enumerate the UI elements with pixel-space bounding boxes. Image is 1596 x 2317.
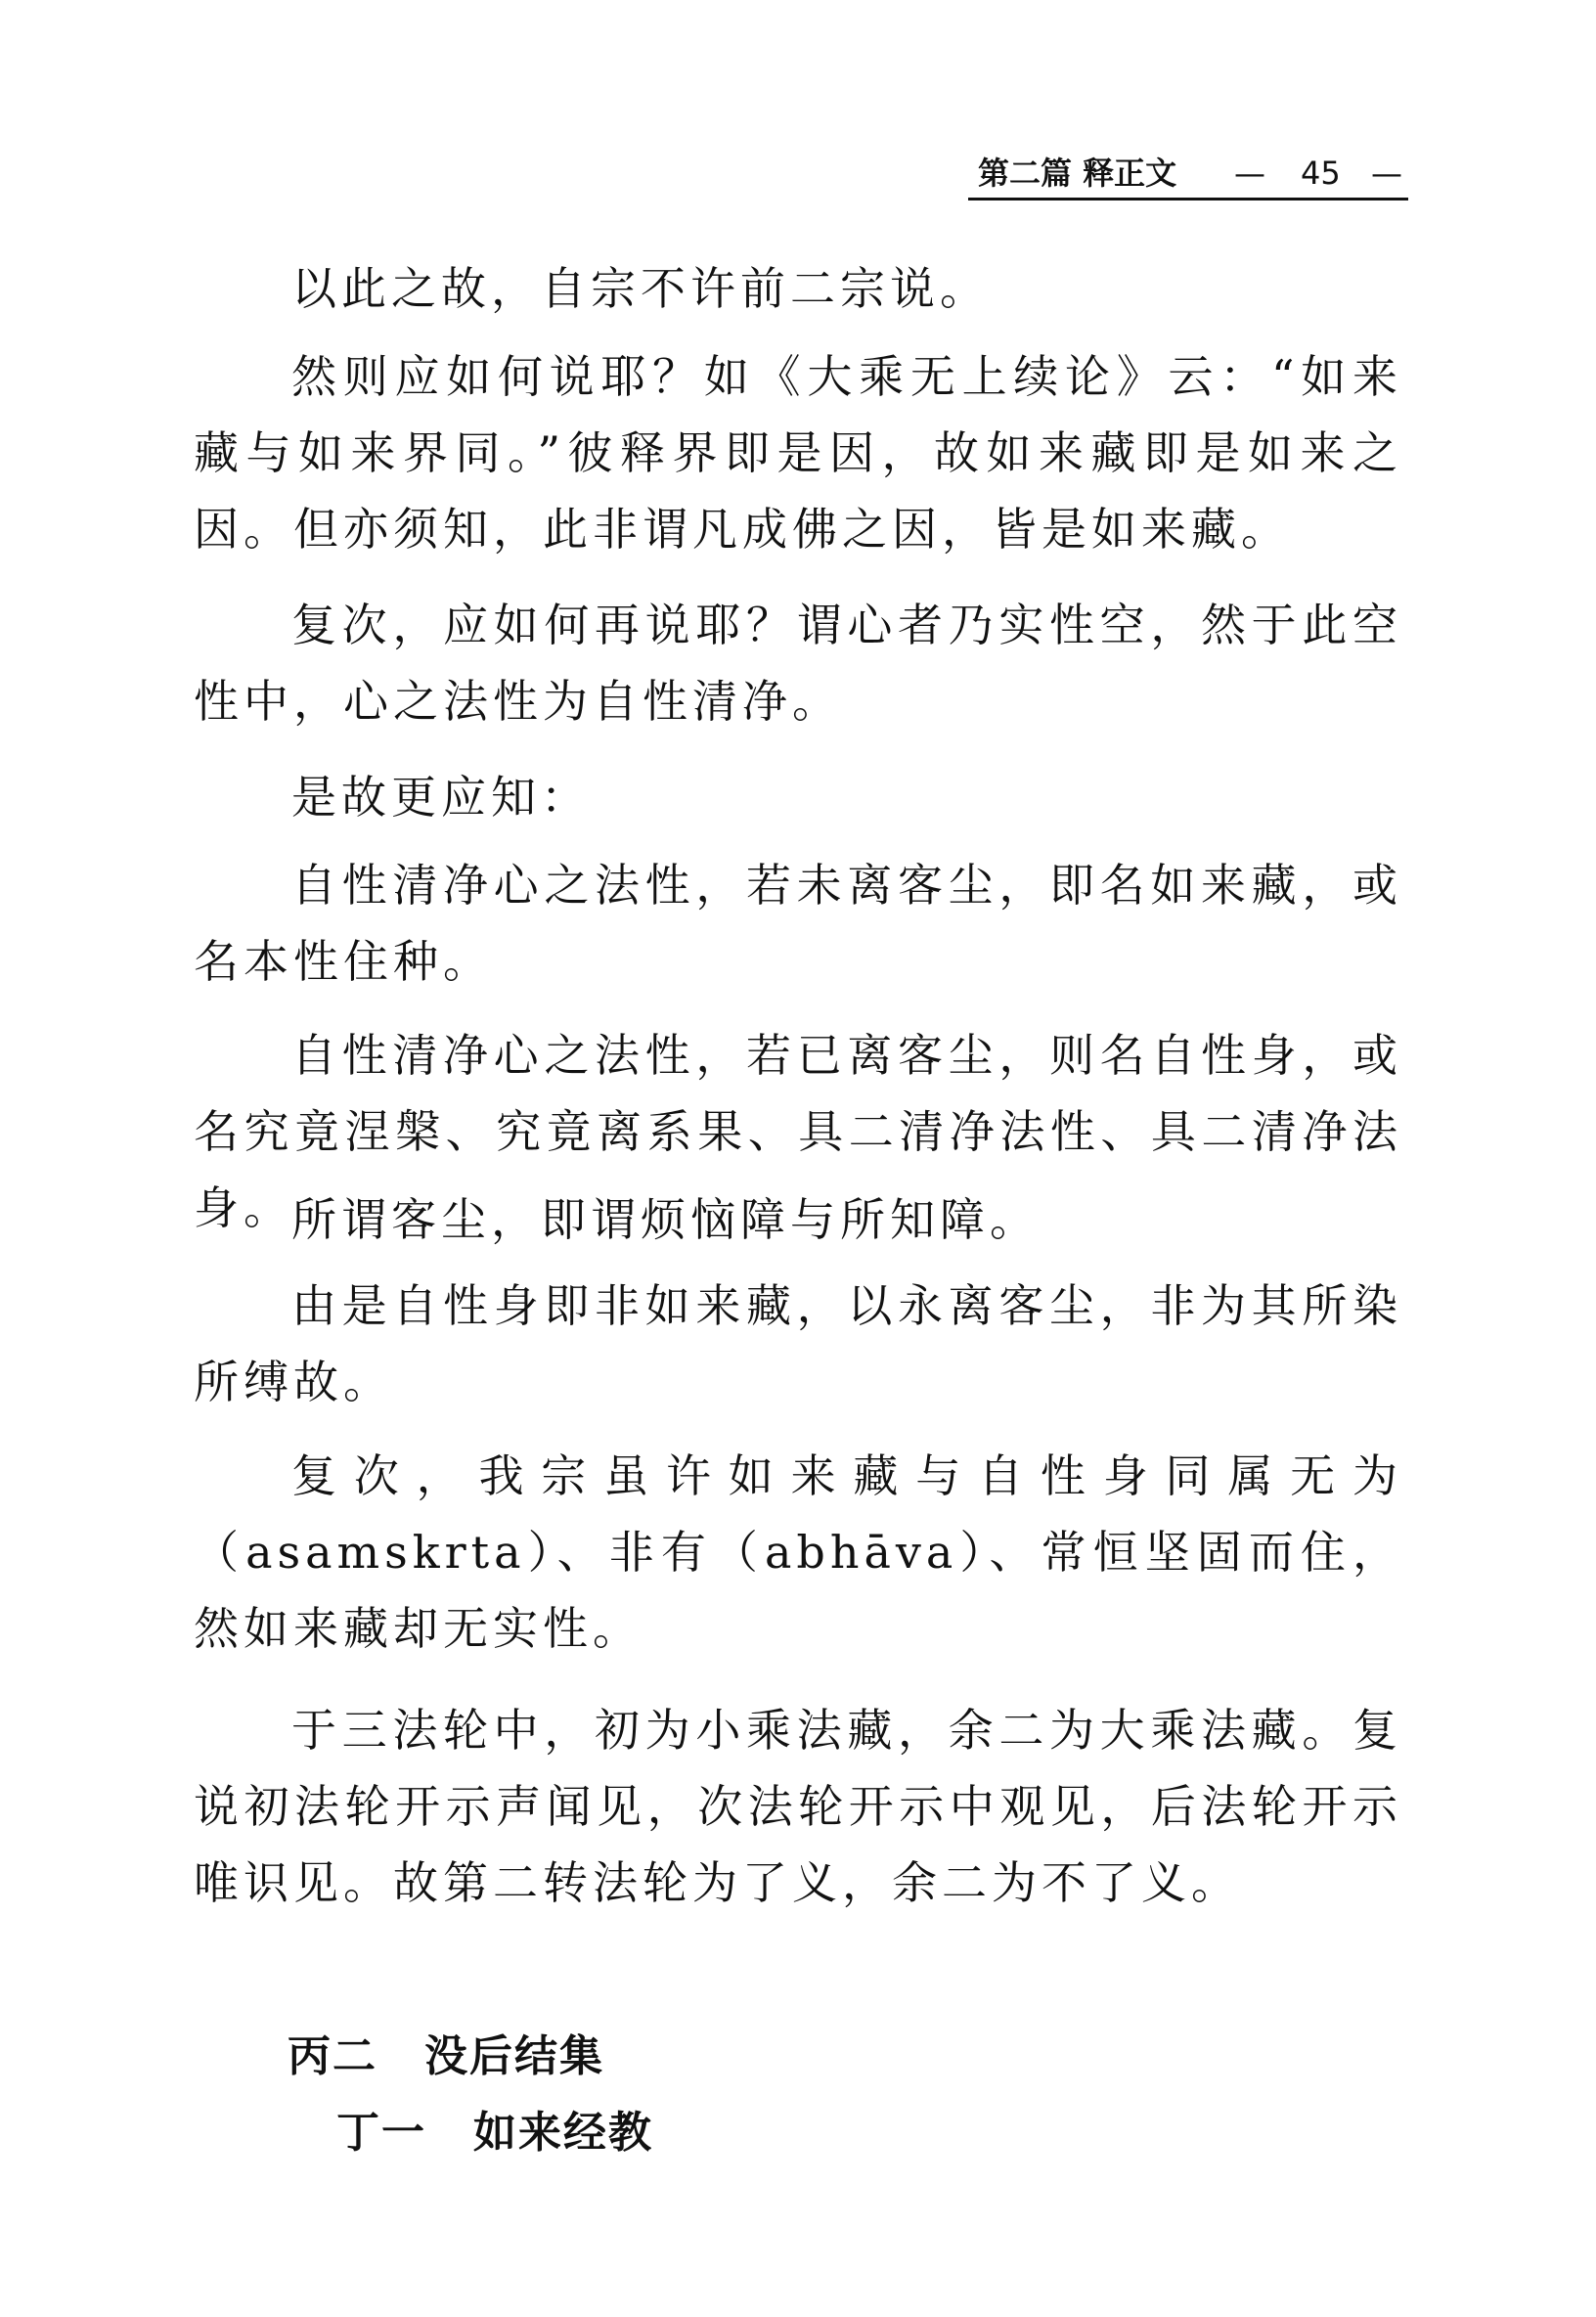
chapter-title: 第二篇 释正文 [978, 155, 1177, 192]
subsection-title: 如来经教 [473, 2108, 653, 2158]
paragraph: 自性清净心之法性，若已离客尘，则名自性身，或名究竟涅槃、究竟离系果、具二清净法性、具二清净法身。 [194, 1029, 1402, 1234]
paragraph: 复次，应如何再说耶？谓心者乃实性空，然于此空性中，心之法性为自性清净。 [194, 599, 1402, 728]
paragraph: 是故更应知： [291, 771, 591, 824]
paragraph: 以此之故，自宗不许前二宗说。 [291, 262, 990, 315]
running-header [968, 149, 1408, 201]
section-title: 没后结集 [424, 2031, 604, 2081]
subsection-heading [336, 2097, 653, 2160]
paragraph: 由是自性身即非如来藏，以永离客尘，非为其所染所缚故。 [194, 1279, 1402, 1408]
header-dash-left: — [1234, 155, 1265, 192]
paragraph: 复次，我宗虽许如来藏与自性身同属无为（asamskrta）、非有（abhāva）、常恒坚固而住，然如来藏却无实性。 [194, 1449, 1402, 1655]
page-number: 45 [1301, 155, 1341, 192]
paragraph: 自性清净心之法性，若未离客尘，即名如来藏，或名本性住种。 [194, 859, 1402, 988]
section-number: 丙二 [288, 2031, 377, 2081]
subsection-number: 丁一 [336, 2108, 426, 2158]
header-dash-right: — [1371, 155, 1402, 192]
paragraph: 于三法轮中，初为小乘法藏，余二为大乘法藏。复说初法轮开示声闻见，次法轮开示中观见，后法轮开示唯识见。故第二转法轮为了义，余二为不了义。 [194, 1704, 1402, 1909]
section-heading [288, 2021, 604, 2083]
paragraph: 所谓客尘，即谓烦恼障与所知障。 [291, 1193, 1040, 1246]
paragraph: 然则应如何说耶？如《大乘无上续论》云：“如来藏与如来界同。”彼释界即是因，故如来藏即是如来之因。但亦须知，此非谓凡成佛之因，皆是如来藏。 [194, 350, 1402, 556]
